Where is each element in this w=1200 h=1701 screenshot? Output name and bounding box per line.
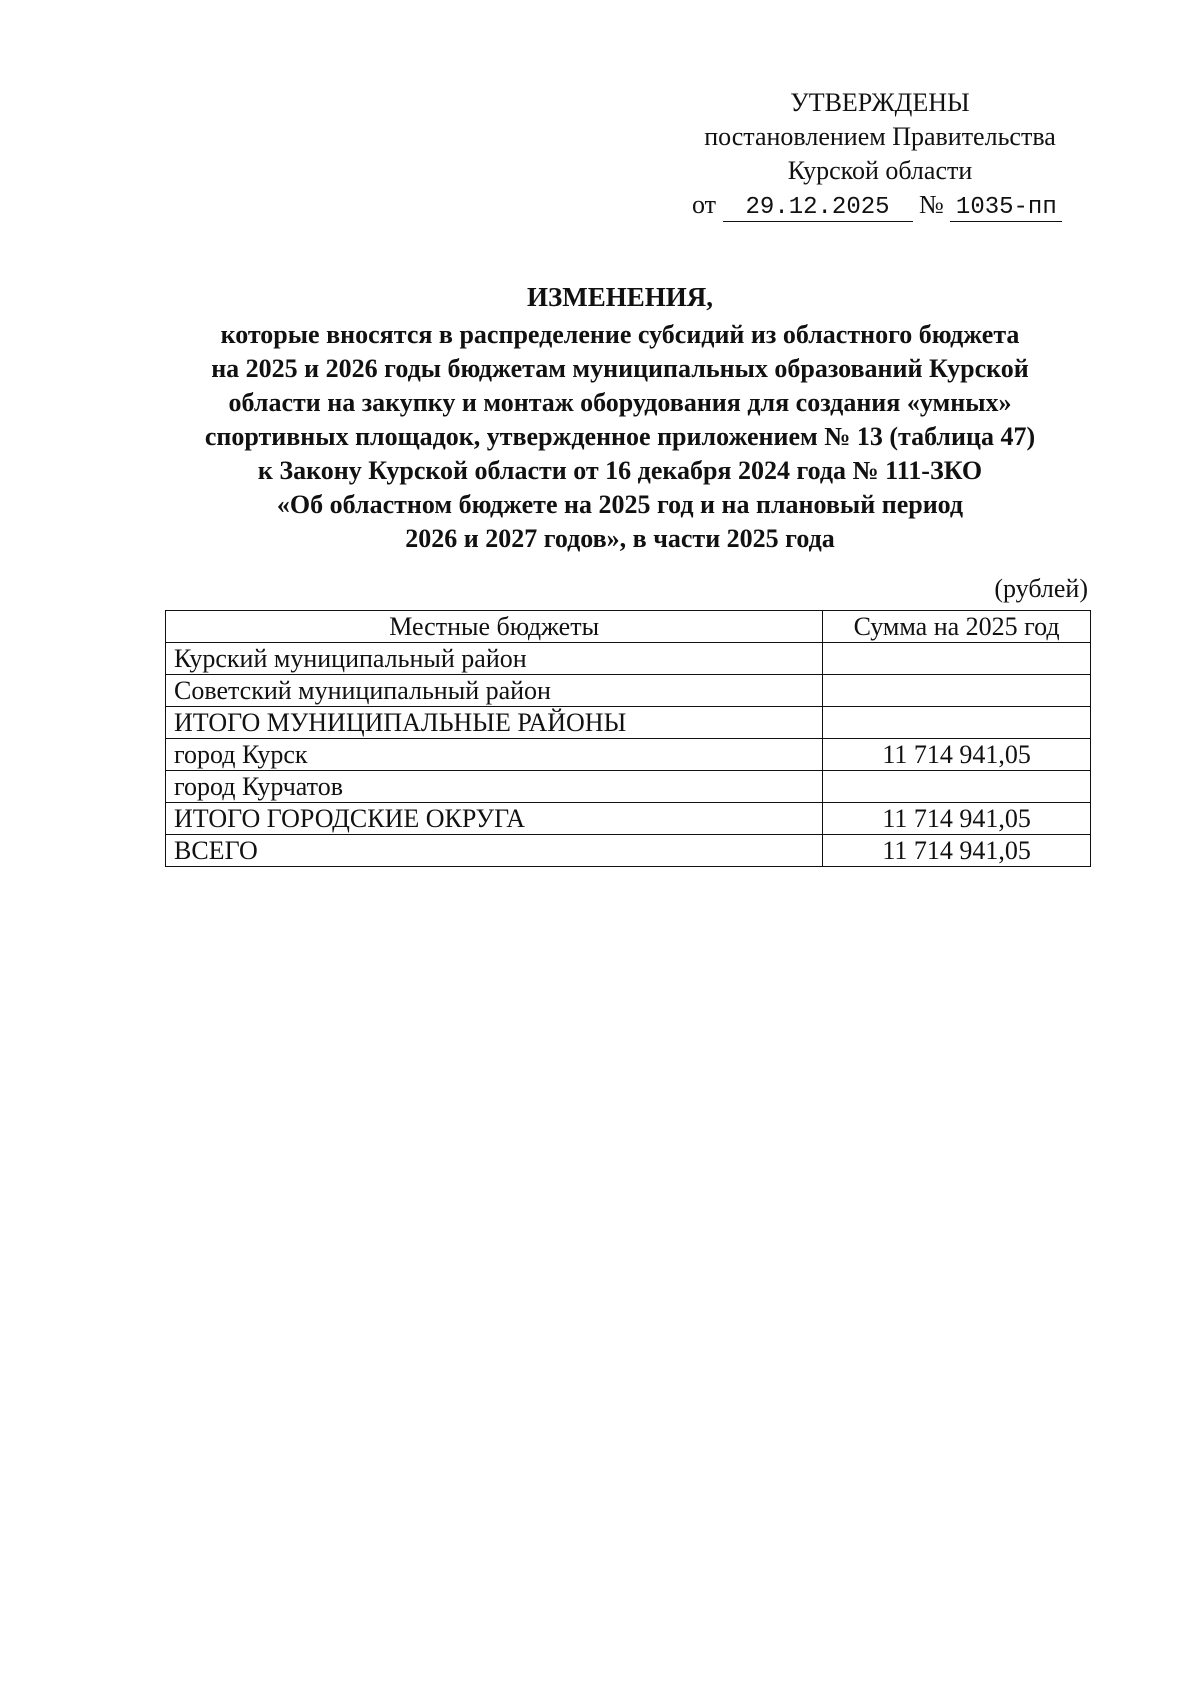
heading-line: к Закону Курской области от 16 декабря 2024 года № 111-ЗКО	[257, 456, 983, 485]
approval-date-row	[680, 188, 1080, 222]
row-sum: 11 714 941,05	[823, 803, 1091, 835]
row-name: город Курск	[166, 739, 823, 771]
number-prefix: №	[919, 190, 944, 219]
row-name: ВСЕГО	[166, 835, 823, 867]
row-sum	[823, 771, 1091, 803]
heading-line: которые вносятся в распределение субсидий из областного бюджета	[220, 320, 1020, 349]
heading-line: 2026 и 2027 годов», в части 2025 года	[405, 524, 835, 553]
heading-line: «Об областном бюджете на 2025 год и на плановый период	[276, 490, 964, 519]
document-title: ИЗМЕНЕНИЯ,	[526, 282, 713, 312]
row-sum: 11 714 941,05	[823, 739, 1091, 771]
column-header-sum: Сумма на 2025 год	[823, 611, 1091, 643]
row-sum	[823, 643, 1091, 675]
heading-line: области на закупку и монтаж оборудования для создания «умных»	[228, 388, 1012, 417]
table-row	[166, 803, 1091, 835]
heading-line: спортивных площадок, утвержденное приложением № 13 (таблица 47)	[204, 422, 1036, 451]
approval-date: 29.12.2025	[723, 195, 913, 222]
column-header-budgets: Местные бюджеты	[166, 611, 823, 643]
row-sum: 11 714 941,05	[823, 835, 1091, 867]
table-row	[166, 835, 1091, 867]
table-row	[166, 675, 1091, 707]
approval-number: 1035-пп	[950, 195, 1062, 222]
table-row	[166, 771, 1091, 803]
row-name: ИТОГО ГОРОДСКИЕ ОКРУГА	[166, 803, 823, 835]
row-name: город Курчатов	[166, 771, 823, 803]
row-name: ИТОГО МУНИЦИПАЛЬНЫЕ РАЙОНЫ	[166, 707, 823, 739]
approval-block	[680, 86, 1080, 222]
date-prefix: от	[692, 190, 717, 219]
row-name: Советский муниципальный район	[166, 675, 823, 707]
budget-table	[165, 610, 1091, 867]
row-sum	[823, 675, 1091, 707]
table-header-row	[166, 611, 1091, 643]
row-name: Курский муниципальный район	[166, 643, 823, 675]
heading-line: на 2025 и 2026 годы бюджетам муниципальных образований Курской	[211, 354, 1029, 383]
units-label: (рублей)	[994, 574, 1088, 603]
row-sum	[823, 707, 1091, 739]
table-row	[166, 739, 1091, 771]
table-row	[166, 707, 1091, 739]
document-heading	[160, 280, 1080, 556]
approval-title: УТВЕРЖДЕНЫ	[790, 88, 970, 117]
approval-resolution: постановлением Правительства	[704, 122, 1056, 151]
table-row	[166, 643, 1091, 675]
approval-region: Курской области	[787, 156, 973, 185]
